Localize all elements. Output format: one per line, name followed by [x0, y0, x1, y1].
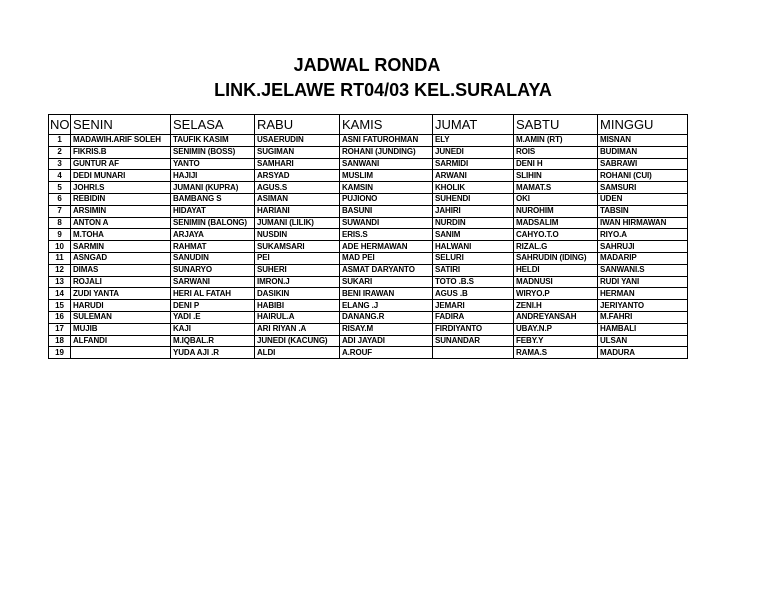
rabu-cell: ASIMAN	[255, 193, 340, 205]
selasa-cell: YANTO	[171, 158, 255, 170]
kamis-cell: MUSLIM	[340, 170, 433, 182]
jumat-cell: JEMARI	[433, 300, 514, 312]
kamis-cell: A.ROUF	[340, 347, 433, 359]
rabu-cell: SUHERI	[255, 264, 340, 276]
col-selasa-header: SELASA	[171, 115, 255, 135]
rabu-cell: JUNEDI (KACUNG)	[255, 335, 340, 347]
sabtu-cell: SLIHIN	[514, 170, 598, 182]
minggu-cell: SANWANI.S	[598, 264, 688, 276]
roster-table	[48, 114, 688, 359]
sabtu-cell: OKI	[514, 193, 598, 205]
kamis-cell: ADE HERMAWAN	[340, 241, 433, 253]
row-number: 7	[49, 205, 71, 217]
row-number: 5	[49, 182, 71, 194]
row-number: 3	[49, 158, 71, 170]
rabu-cell: PEI	[255, 252, 340, 264]
jumat-cell: JAHIRI	[433, 205, 514, 217]
kamis-cell: SUKARI	[340, 276, 433, 288]
row-number: 15	[49, 300, 71, 312]
sabtu-cell: UBAY.N.P	[514, 323, 598, 335]
selasa-cell: YUDA AJI .R	[171, 347, 255, 359]
selasa-cell: SARWANI	[171, 276, 255, 288]
table-row	[49, 135, 688, 147]
row-number: 4	[49, 170, 71, 182]
jumat-cell: KHOLIK	[433, 182, 514, 194]
kamis-cell: BASUNI	[340, 205, 433, 217]
senin-cell: SULEMAN	[71, 311, 171, 323]
jumat-cell: SARMIDI	[433, 158, 514, 170]
senin-cell: ROJALI	[71, 276, 171, 288]
minggu-cell: IWAN HIRMAWAN	[598, 217, 688, 229]
selasa-cell: SUNARYO	[171, 264, 255, 276]
col-minggu-header: MINGGU	[598, 115, 688, 135]
sabtu-cell: SAHRUDIN (IDING)	[514, 252, 598, 264]
table-row	[49, 241, 688, 253]
col-no-header: NO	[49, 115, 71, 135]
col-kamis-header: KAMIS	[340, 115, 433, 135]
jumat-cell: SELURI	[433, 252, 514, 264]
kamis-cell: KAMSIN	[340, 182, 433, 194]
table-row	[49, 335, 688, 347]
rabu-cell: SUKAMSARI	[255, 241, 340, 253]
jumat-cell: HALWANI	[433, 241, 514, 253]
minggu-cell: BUDIMAN	[598, 146, 688, 158]
minggu-cell: ROHANI (CUI)	[598, 170, 688, 182]
minggu-cell: MADARIP	[598, 252, 688, 264]
sabtu-cell: ANDREYANSAH	[514, 311, 598, 323]
table-row	[49, 276, 688, 288]
selasa-cell: TAUFIK KASIM	[171, 135, 255, 147]
row-number: 2	[49, 146, 71, 158]
minggu-cell: HERMAN	[598, 288, 688, 300]
jumat-cell: JUNEDI	[433, 146, 514, 158]
selasa-cell: SENIMIN (BOSS)	[171, 146, 255, 158]
selasa-cell: BAMBANG S	[171, 193, 255, 205]
table-row	[49, 170, 688, 182]
table-row	[49, 252, 688, 264]
senin-cell: MADAWIH.ARIF SOLEH	[71, 135, 171, 147]
selasa-cell: HAJIJI	[171, 170, 255, 182]
rabu-cell: HABIBI	[255, 300, 340, 312]
senin-cell: JOHRI.S	[71, 182, 171, 194]
row-number: 9	[49, 229, 71, 241]
rabu-cell: SAMHARI	[255, 158, 340, 170]
minggu-cell: MISNAN	[598, 135, 688, 147]
senin-cell: ZUDI YANTA	[71, 288, 171, 300]
sabtu-cell: M.AMIN (RT)	[514, 135, 598, 147]
row-number: 1	[49, 135, 71, 147]
senin-cell: MUJIB	[71, 323, 171, 335]
senin-cell: GUNTUR AF	[71, 158, 171, 170]
sabtu-cell: MADSALIM	[514, 217, 598, 229]
jumat-cell: SATIRI	[433, 264, 514, 276]
selasa-cell: YADI .E	[171, 311, 255, 323]
row-number: 11	[49, 252, 71, 264]
rabu-cell: HARIANI	[255, 205, 340, 217]
rabu-cell: JUMANI (LILIK)	[255, 217, 340, 229]
table-row	[49, 182, 688, 194]
senin-cell: HARUDI	[71, 300, 171, 312]
table-row	[49, 347, 688, 359]
kamis-cell: PUJIONO	[340, 193, 433, 205]
senin-cell: ASNGAD	[71, 252, 171, 264]
selasa-cell: DENI P	[171, 300, 255, 312]
selasa-cell: ARJAYA	[171, 229, 255, 241]
table-row	[49, 193, 688, 205]
selasa-cell: JUMANI (KUPRA)	[171, 182, 255, 194]
rabu-cell: IMRON.J	[255, 276, 340, 288]
jumat-cell: FADIRA	[433, 311, 514, 323]
minggu-cell: SABRAWI	[598, 158, 688, 170]
kamis-cell: ASNI FATUROHMAN	[340, 135, 433, 147]
col-senin-header: SENIN	[71, 115, 171, 135]
kamis-cell: MAD PEI	[340, 252, 433, 264]
row-number: 14	[49, 288, 71, 300]
rabu-cell: HAIRUL.A	[255, 311, 340, 323]
sabtu-cell: RAMA.S	[514, 347, 598, 359]
page-subtitle: LINK.JELAWE RT04/03 KEL.SURALAYA	[214, 80, 552, 100]
row-number: 6	[49, 193, 71, 205]
table-row	[49, 323, 688, 335]
col-rabu-header: RABU	[255, 115, 340, 135]
row-number: 8	[49, 217, 71, 229]
senin-cell: DIMAS	[71, 264, 171, 276]
senin-cell: ALFANDI	[71, 335, 171, 347]
kamis-cell: ADI JAYADI	[340, 335, 433, 347]
selasa-cell: SANUDIN	[171, 252, 255, 264]
minggu-cell: SAMSURI	[598, 182, 688, 194]
rabu-cell: ALDI	[255, 347, 340, 359]
table-row	[49, 288, 688, 300]
minggu-cell: M.FAHRI	[598, 311, 688, 323]
senin-cell	[71, 347, 171, 359]
row-number: 13	[49, 276, 71, 288]
sabtu-cell: CAHYO.T.O	[514, 229, 598, 241]
selasa-cell: KAJI	[171, 323, 255, 335]
sabtu-cell: FEBY.Y	[514, 335, 598, 347]
jumat-cell: TOTO .B.S	[433, 276, 514, 288]
row-number: 18	[49, 335, 71, 347]
table-row	[49, 229, 688, 241]
senin-cell: FIKRIS.B	[71, 146, 171, 158]
col-jumat-header: JUMAT	[433, 115, 514, 135]
sabtu-cell: DENI H	[514, 158, 598, 170]
rabu-cell: USAERUDIN	[255, 135, 340, 147]
row-number: 17	[49, 323, 71, 335]
selasa-cell: M.IQBAL.R	[171, 335, 255, 347]
kamis-cell: SANWANI	[340, 158, 433, 170]
senin-cell: ANTON A	[71, 217, 171, 229]
minggu-cell: MADURA	[598, 347, 688, 359]
row-number: 12	[49, 264, 71, 276]
sabtu-cell: ROIS	[514, 146, 598, 158]
minggu-cell: HAMBALI	[598, 323, 688, 335]
jumat-cell: AGUS .B	[433, 288, 514, 300]
jumat-cell: SUNANDAR	[433, 335, 514, 347]
senin-cell: SARMIN	[71, 241, 171, 253]
sabtu-cell: RIZAL.G	[514, 241, 598, 253]
rabu-cell: NUSDIN	[255, 229, 340, 241]
table-row	[49, 311, 688, 323]
senin-cell: ARSIMIN	[71, 205, 171, 217]
kamis-cell: ASMAT DARYANTO	[340, 264, 433, 276]
row-number: 19	[49, 347, 71, 359]
sabtu-cell: MADNUSI	[514, 276, 598, 288]
table-row	[49, 217, 688, 229]
jumat-cell: FIRDIYANTO	[433, 323, 514, 335]
rabu-cell: ARI RIYAN .A	[255, 323, 340, 335]
jumat-cell: SANIM	[433, 229, 514, 241]
selasa-cell: SENIMIN (BALONG)	[171, 217, 255, 229]
senin-cell: M.TOHA	[71, 229, 171, 241]
kamis-cell: ROHANI (JUNDING)	[340, 146, 433, 158]
kamis-cell: RISAY.M	[340, 323, 433, 335]
table-row	[49, 300, 688, 312]
kamis-cell: SUWANDI	[340, 217, 433, 229]
jumat-cell: NURDIN	[433, 217, 514, 229]
kamis-cell: BENI IRAWAN	[340, 288, 433, 300]
kamis-cell: ERIS.S	[340, 229, 433, 241]
jumat-cell: ELY	[433, 135, 514, 147]
senin-cell: DEDI MUNARI	[71, 170, 171, 182]
selasa-cell: RAHMAT	[171, 241, 255, 253]
sabtu-cell: WIRYO.P	[514, 288, 598, 300]
minggu-cell: ULSAN	[598, 335, 688, 347]
table-row	[49, 146, 688, 158]
rabu-cell: SUGIMAN	[255, 146, 340, 158]
sabtu-cell: ZENI.H	[514, 300, 598, 312]
minggu-cell: UDEN	[598, 193, 688, 205]
header-row	[49, 115, 688, 135]
kamis-cell: ELANG .J	[340, 300, 433, 312]
sabtu-cell: MAMAT.S	[514, 182, 598, 194]
minggu-cell: RUDI YANI	[598, 276, 688, 288]
jumat-cell: SUHENDI	[433, 193, 514, 205]
rabu-cell: AGUS.S	[255, 182, 340, 194]
rabu-cell: ARSYAD	[255, 170, 340, 182]
jumat-cell	[433, 347, 514, 359]
sabtu-cell: NUROHIM	[514, 205, 598, 217]
table-row	[49, 205, 688, 217]
kamis-cell: DANANG.R	[340, 311, 433, 323]
selasa-cell: HERI AL FATAH	[171, 288, 255, 300]
table-row	[49, 264, 688, 276]
sabtu-cell: HELDI	[514, 264, 598, 276]
jumat-cell: ARWANI	[433, 170, 514, 182]
senin-cell: REBIDIN	[71, 193, 171, 205]
table-row	[49, 158, 688, 170]
row-number: 16	[49, 311, 71, 323]
minggu-cell: SAHRUJI	[598, 241, 688, 253]
col-sabtu-header: SABTU	[514, 115, 598, 135]
page-title: JADWAL RONDA	[293, 55, 441, 75]
minggu-cell: RIYO.A	[598, 229, 688, 241]
selasa-cell: HIDAYAT	[171, 205, 255, 217]
minggu-cell: JERIYANTO	[598, 300, 688, 312]
rabu-cell: DASIKIN	[255, 288, 340, 300]
row-number: 10	[49, 241, 71, 253]
minggu-cell: TABSIN	[598, 205, 688, 217]
roster-body	[49, 135, 688, 359]
